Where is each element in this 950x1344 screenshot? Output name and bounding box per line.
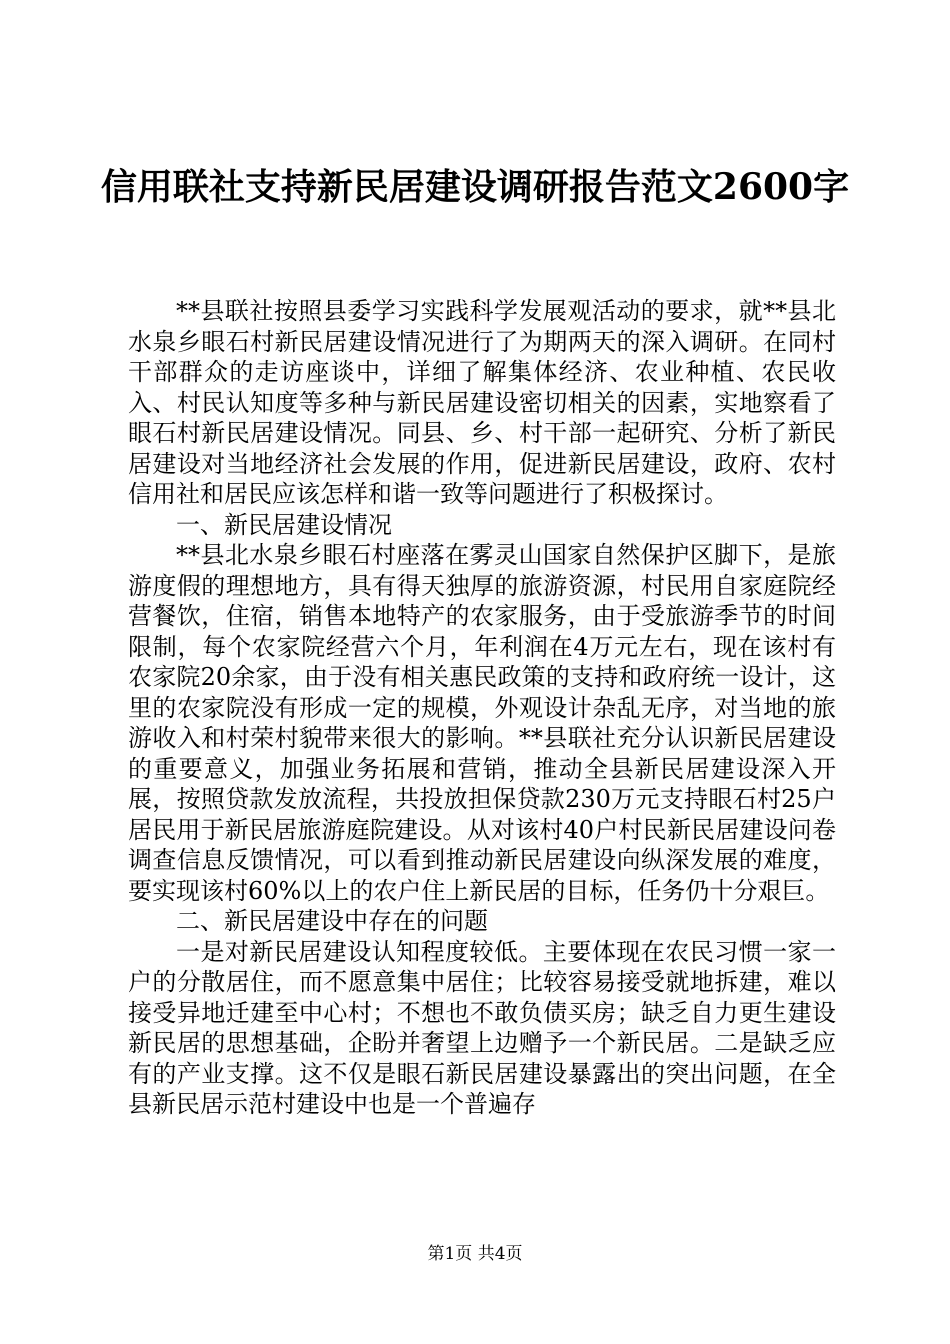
page-footer: 第1页 共4页 xyxy=(427,1244,523,1264)
paragraph-intro: **县联社按照县委学习实践科学发展观活动的要求，就**县北水泉乡眼石村新民居建设情况进行了为期两天的深入调研。在同村干部群众的走访座谈中，详细了解集体经济、农业种植、农民收入、村民认知度等多种与新民居建设密切相关的因素，实地察看了眼石村新民居建设情况。同县、乡、村干部一起研究、分析了新民居建设对当地经济社会发展的作用，促进新民居建设，政府、农村信用社和居民应该怎样和谐一致等问题进行了积极探讨。 xyxy=(128,297,836,508)
paragraph-section-2: 一是对新民居建设认知程度较低。主要体现在农民习惯一家一户的分散居住，而不愿意集中居住；比较容易接受就地拆建，难以接受异地迁建至中心村；不想也不敢负债买房；缺乏自力更生建设新民居的思想基础，企盼并奢望上边赠予一个新民居。二是缺乏应有的产业支撑。这不仅是眼石新民居建设暴露出的突出问题，在全县新民居示范村建设中也是一个普遍存 xyxy=(128,937,836,1118)
paragraph-section-1: **县北水泉乡眼石村座落在雾灵山国家自然保护区脚下，是旅游度假的理想地方，具有得天独厚的旅游资源，村民用自家庭院经营餐饮，住宿，销售本地特产的农家服务，由于受旅游季节的时间限制，每个农家院经营六个月，年利润在4万元左右，现在该村有农家院20余家，由于没有相关惠民政策的支持和政府统一设计，这里的农家院没有形成一定的规模，外观设计杂乱无序，对当地的旅游收入和村荣村貌带来很大的影响。**县联社充分认识新民居建设的重要意义，加强业务拓展和营销，推动全县新民居建设深入开展，按照贷款发放流程，共投放担保贷款230万元支持眼石村25户居民用于新民居旅游庭院建设。从对该村40户村民新民居建设问卷调查信息反馈情况，可以看到推动新民居建设向纵深发展的难度，要实现该村60%以上的农户住上新民居的目标，任务仍十分艰巨。 xyxy=(128,541,836,905)
document-body xyxy=(128,296,836,1120)
section-heading-1: 一、新民居建设情况 xyxy=(176,510,392,539)
section-heading-2: 二、新民居建设中存在的问题 xyxy=(176,907,488,935)
document-title: 信用联社支持新民居建设调研报告范文2600字 xyxy=(100,166,850,208)
